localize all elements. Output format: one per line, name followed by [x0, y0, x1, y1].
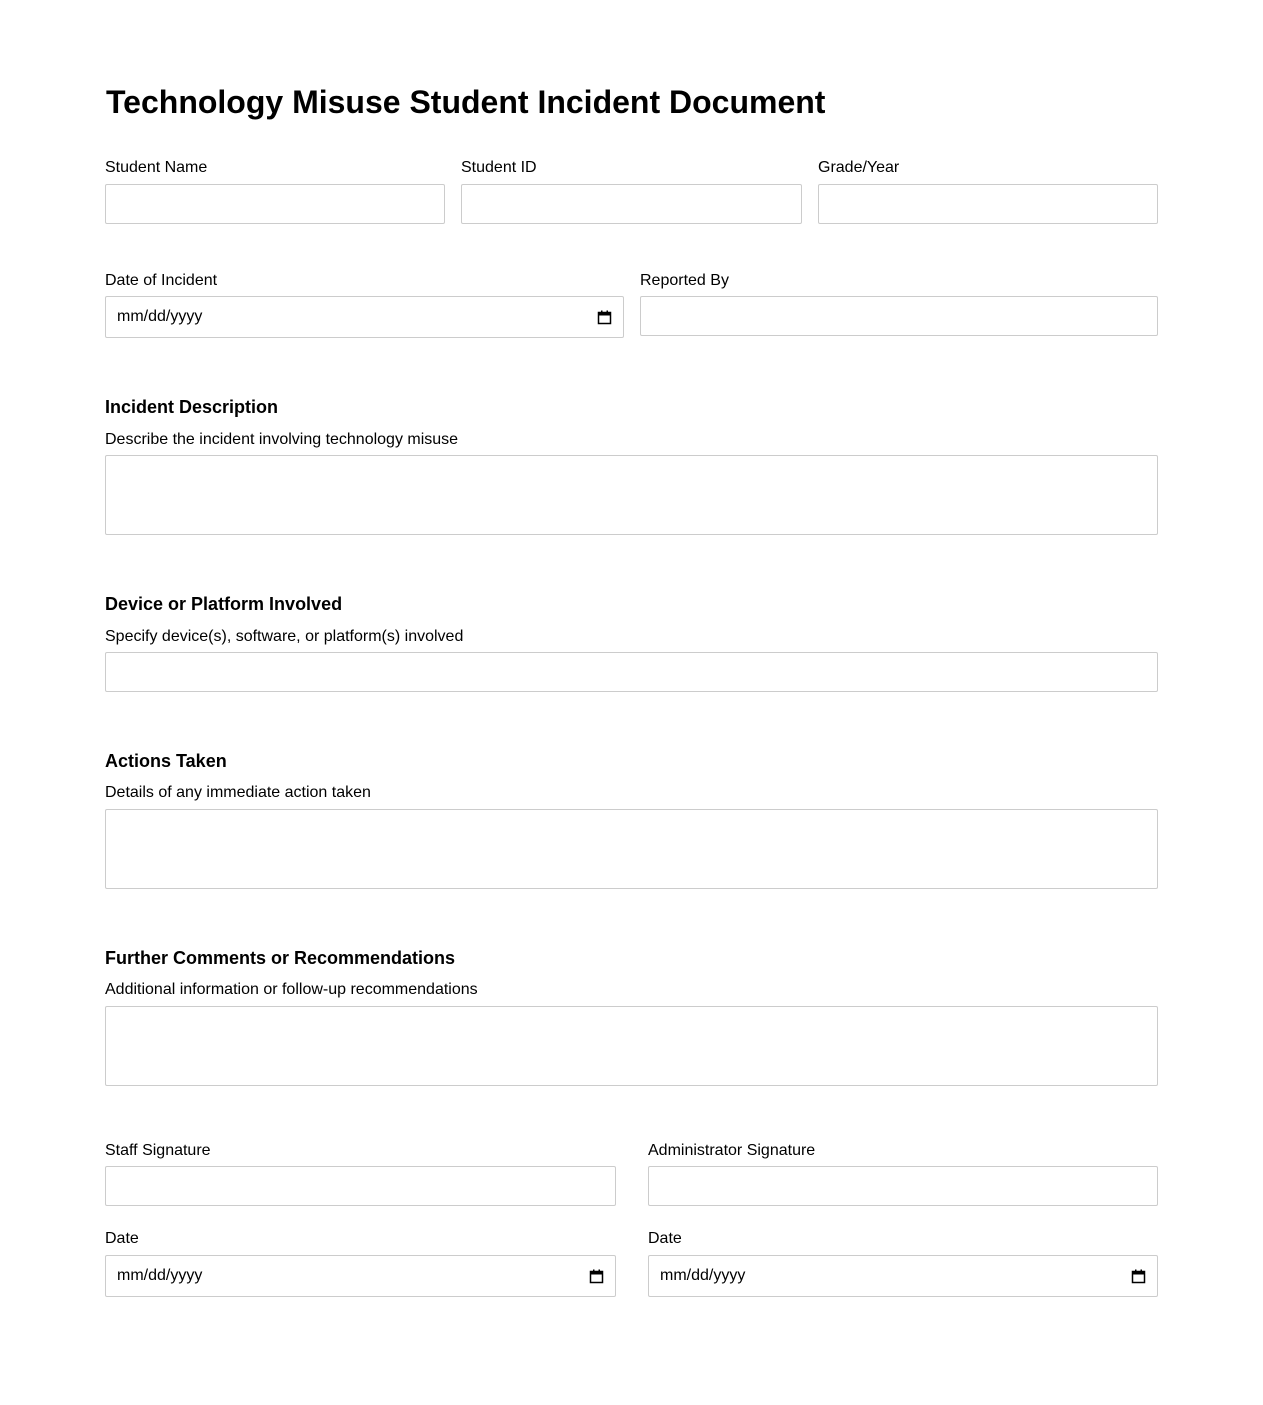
reported-by-label: Reported By	[640, 272, 729, 289]
calendar-icon[interactable]	[589, 1269, 604, 1284]
further-comments-sublabel: Additional information or follow-up recommendations	[105, 981, 478, 998]
calendar-icon[interactable]	[597, 310, 612, 325]
student-id-input[interactable]	[461, 184, 802, 224]
actions-taken-textarea[interactable]	[105, 809, 1158, 889]
date-of-incident-label: Date of Incident	[105, 272, 218, 289]
student-id-label: Student ID	[461, 159, 537, 176]
incident-description-heading: Incident Description	[105, 397, 279, 417]
staff-signature-input[interactable]	[105, 1166, 616, 1206]
date-placeholder: mm/dd/yyyy	[660, 1267, 746, 1284]
device-platform-sublabel: Specify device(s), software, or platform(s) involved	[105, 628, 464, 645]
incident-description-sublabel: Describe the incident involving technology misuse	[105, 431, 459, 448]
administrator-signature-label: Administrator Signature	[648, 1142, 816, 1159]
grade-year-label: Grade/Year	[818, 159, 900, 176]
staff-date-label: Date	[105, 1230, 139, 1247]
actions-taken-sublabel: Details of any immediate action taken	[105, 784, 371, 801]
student-name-input[interactable]	[105, 184, 445, 224]
actions-taken-heading: Actions Taken	[105, 751, 227, 771]
date-of-incident-input[interactable]	[105, 296, 624, 338]
date-placeholder: mm/dd/yyyy	[117, 1267, 203, 1284]
staff-signature-label: Staff Signature	[105, 1142, 211, 1159]
device-platform-heading: Device or Platform Involved	[105, 594, 343, 614]
administrator-signature-input[interactable]	[648, 1166, 1158, 1206]
admin-date-input[interactable]	[648, 1255, 1158, 1297]
date-placeholder: mm/dd/yyyy	[117, 308, 203, 325]
incident-description-textarea[interactable]	[105, 455, 1158, 535]
page-title: Technology Misuse Student Incident Document	[106, 84, 826, 120]
reported-by-input[interactable]	[640, 296, 1158, 336]
grade-year-input[interactable]	[818, 184, 1158, 224]
calendar-icon[interactable]	[1131, 1269, 1146, 1284]
device-platform-input[interactable]	[105, 652, 1158, 692]
student-name-label: Student Name	[105, 159, 208, 176]
further-comments-textarea[interactable]	[105, 1006, 1158, 1086]
admin-date-label: Date	[648, 1230, 682, 1247]
staff-date-input[interactable]	[105, 1255, 616, 1297]
further-comments-heading: Further Comments or Recommendations	[105, 948, 456, 968]
